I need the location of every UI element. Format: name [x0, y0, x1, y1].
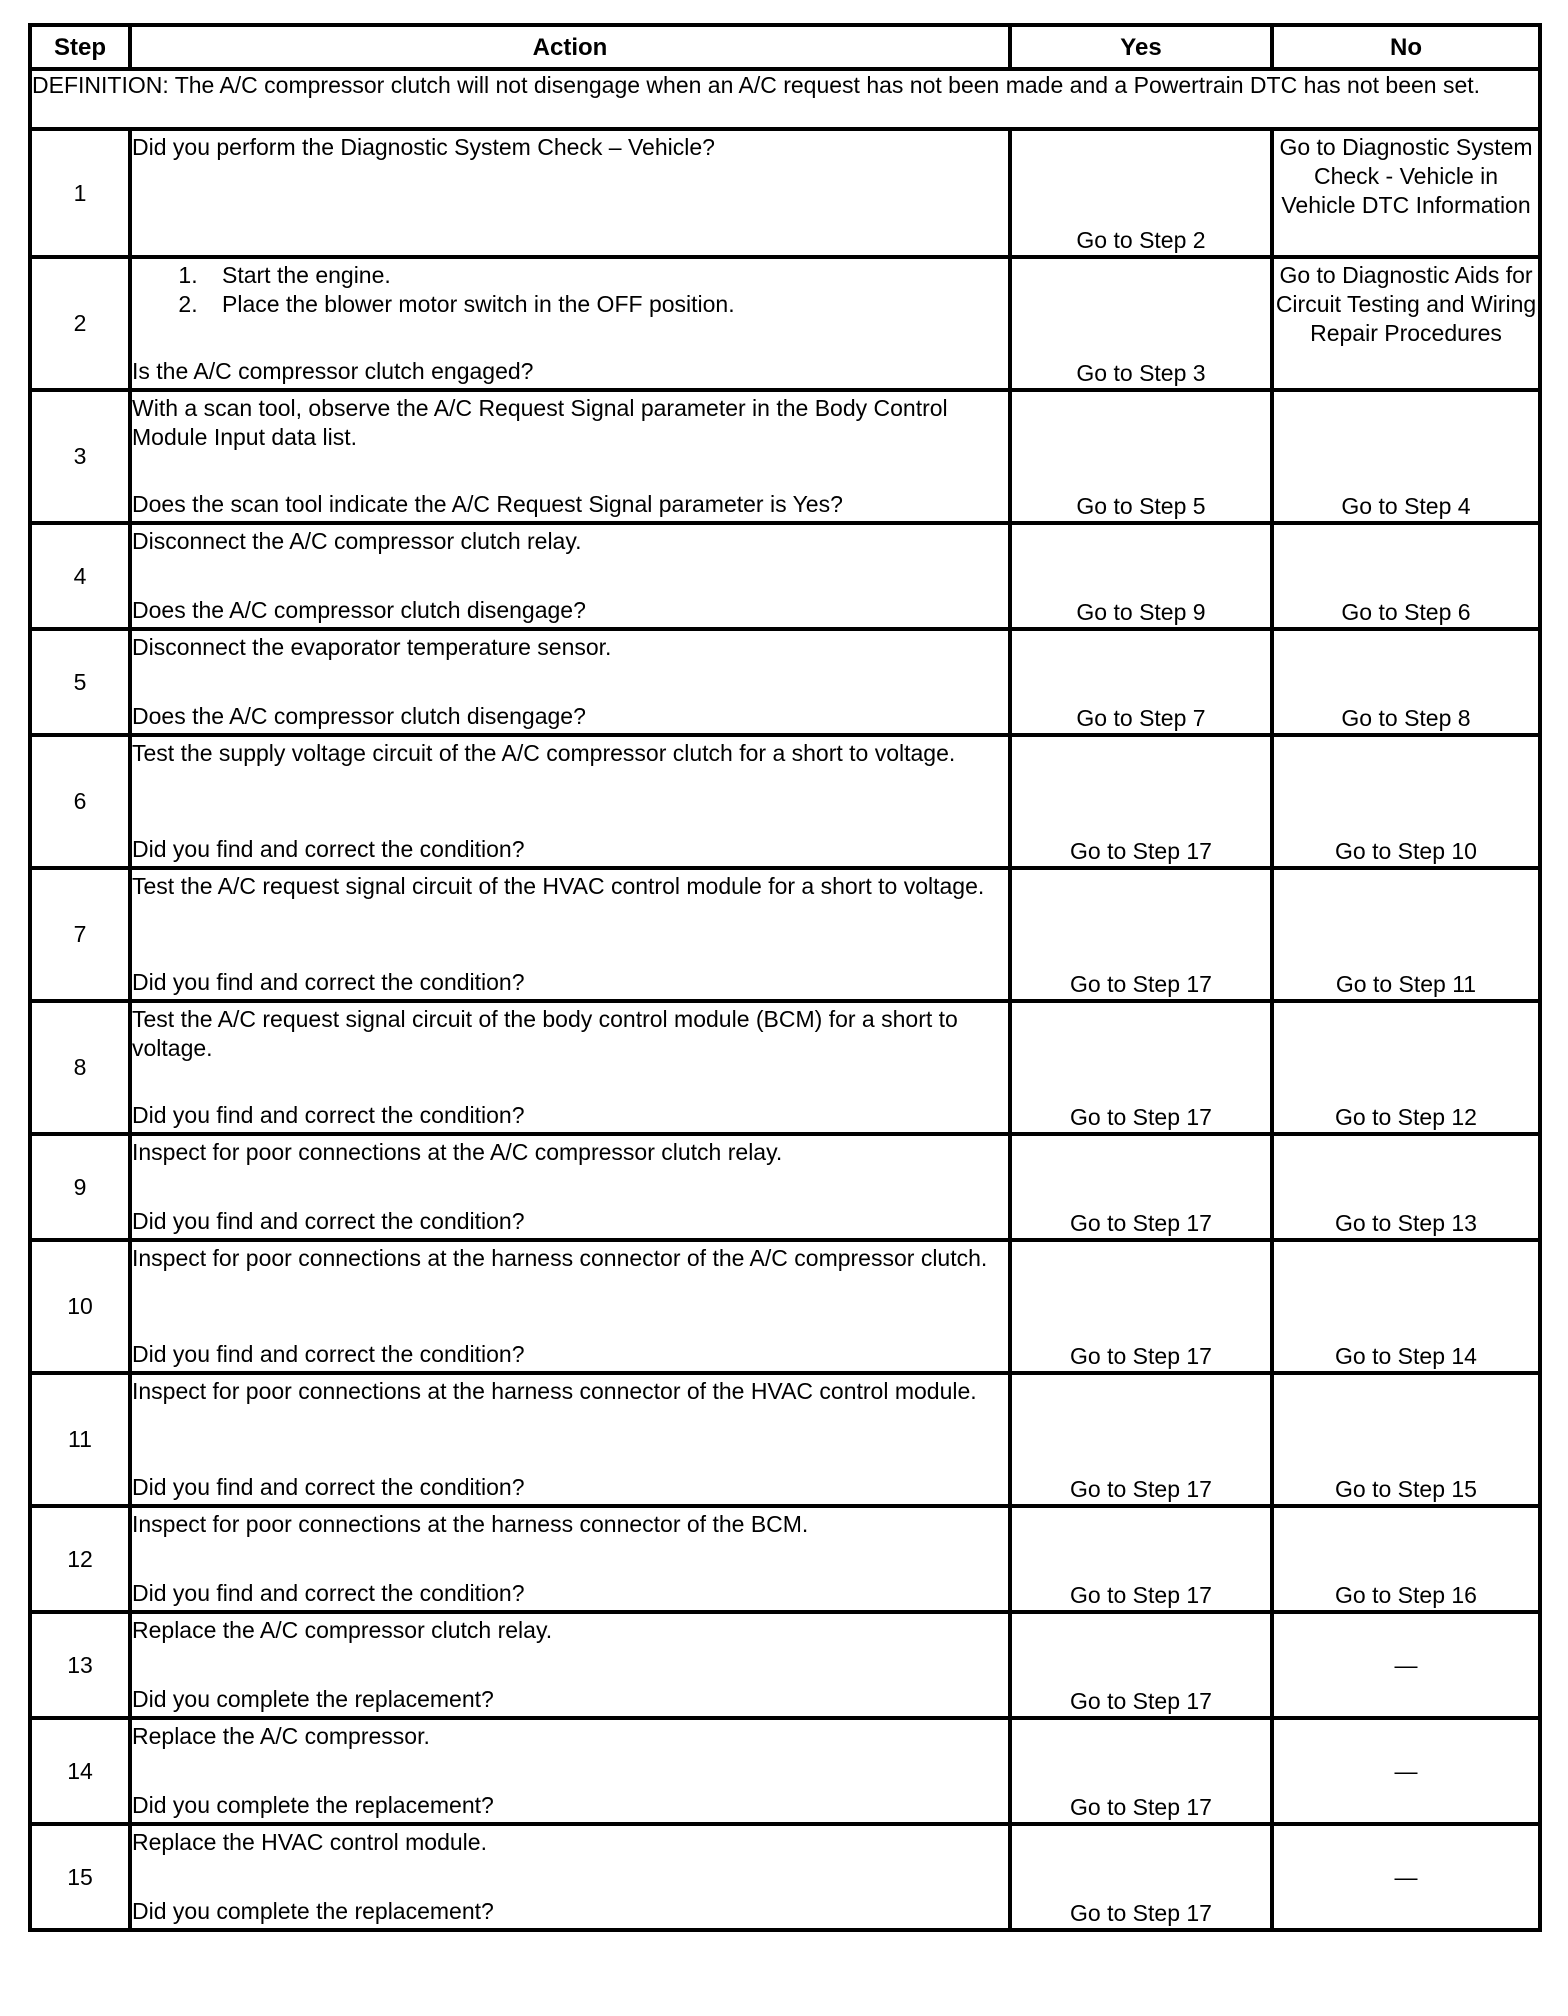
- action-cell: [130, 1373, 1010, 1506]
- action-question: Did you find and correct the condition?: [132, 1208, 525, 1234]
- diagnostic-table: [28, 23, 1542, 1932]
- yes-cell: Go to Step 17: [1010, 1134, 1272, 1240]
- action-question: Did you find and correct the condition?: [132, 969, 525, 995]
- no-cell: Go to Step 10: [1272, 735, 1540, 868]
- header-no: No: [1272, 25, 1540, 69]
- table-row: [30, 1506, 1540, 1612]
- no-cell: Go to Step 14: [1272, 1240, 1540, 1373]
- table-row: [30, 868, 1540, 1001]
- definition-row: [30, 69, 1540, 129]
- action-cell: [130, 1240, 1010, 1373]
- yes-cell: Go to Step 17: [1010, 1001, 1272, 1134]
- action-question: Did you complete the replacement?: [132, 1686, 494, 1712]
- step-number: 9: [30, 1134, 130, 1240]
- table-row: [30, 1373, 1540, 1506]
- definition-text: DEFINITION: The A/C compressor clutch will not disengage when an A/C request has not been made and a Powertrain DTC has not been set.: [30, 69, 1540, 129]
- action-cell: [130, 629, 1010, 735]
- header-yes: Yes: [1010, 25, 1272, 69]
- no-cell: Go to Step 16: [1272, 1506, 1540, 1612]
- action-cell: [130, 523, 1010, 629]
- no-cell: —: [1272, 1824, 1540, 1930]
- action-cell: [130, 257, 1010, 390]
- step-number: 15: [30, 1824, 130, 1930]
- table-row: [30, 735, 1540, 868]
- yes-cell: Go to Step 7: [1010, 629, 1272, 735]
- action-instruction: Inspect for poor connections at the A/C compressor clutch relay.: [132, 1139, 783, 1165]
- action-instruction: Inspect for poor connections at the harness connector of the HVAC control module.: [132, 1378, 977, 1404]
- no-cell: Go to Step 11: [1272, 868, 1540, 1001]
- yes-cell: Go to Step 17: [1010, 1506, 1272, 1612]
- action-cell: [130, 1824, 1010, 1930]
- action-question: Did you find and correct the condition?: [132, 1102, 525, 1128]
- yes-cell: Go to Step 3: [1010, 257, 1272, 390]
- yes-cell: Go to Step 17: [1010, 1824, 1272, 1930]
- yes-cell: Go to Step 17: [1010, 735, 1272, 868]
- no-cell: Go to Step 15: [1272, 1373, 1540, 1506]
- step-number: 13: [30, 1612, 130, 1718]
- action-question: Is the A/C compressor clutch engaged?: [132, 358, 534, 384]
- no-cell: —: [1272, 1612, 1540, 1718]
- list-item: 2. Place the blower motor switch in the OFF position.: [204, 290, 1008, 319]
- no-cell: Go to Step 12: [1272, 1001, 1540, 1134]
- action-cell: [130, 1612, 1010, 1718]
- action-question: Does the A/C compressor clutch disengage?: [132, 597, 586, 623]
- table-row: [30, 1134, 1540, 1240]
- action-question: Did you find and correct the condition?: [132, 1474, 525, 1500]
- table-row: [30, 129, 1540, 257]
- action-question: Does the A/C compressor clutch disengage?: [132, 703, 586, 729]
- action-instruction: Inspect for poor connections at the harness connector of the A/C compressor clutch.: [132, 1245, 988, 1271]
- action-question: Did you find and correct the condition?: [132, 1580, 525, 1606]
- action-cell: [130, 129, 1010, 257]
- action-instruction: Disconnect the A/C compressor clutch relay.: [132, 528, 582, 554]
- action-instruction: Test the A/C request signal circuit of the body control module (BCM) for a short to voltage.: [132, 1006, 958, 1061]
- action-question: Did you perform the Diagnostic System Check – Vehicle?: [132, 134, 715, 160]
- table-row: [30, 1001, 1540, 1134]
- action-cell: [130, 390, 1010, 523]
- action-instruction: With a scan tool, observe the A/C Request Signal parameter in the Body Control Module Input data list.: [132, 395, 948, 450]
- step-number: 4: [30, 523, 130, 629]
- step-number: 1: [30, 129, 130, 257]
- yes-cell: Go to Step 17: [1010, 1240, 1272, 1373]
- table-row: [30, 1240, 1540, 1373]
- action-cell: [130, 868, 1010, 1001]
- table-row: [30, 1824, 1540, 1930]
- no-cell: Go to Step 4: [1272, 390, 1540, 523]
- action-instruction: Test the A/C request signal circuit of the HVAC control module for a short to voltage.: [132, 873, 985, 899]
- table-row: [30, 1718, 1540, 1824]
- no-cell: Go to Diagnostic System Check - Vehicle in Vehicle DTC Information: [1272, 129, 1540, 257]
- no-cell: Go to Step 13: [1272, 1134, 1540, 1240]
- instruction-list: [132, 261, 1008, 319]
- no-cell: Go to Step 8: [1272, 629, 1540, 735]
- action-question: Did you complete the replacement?: [132, 1792, 494, 1818]
- action-question: Does the scan tool indicate the A/C Request Signal parameter is Yes?: [132, 491, 843, 517]
- table-row: [30, 523, 1540, 629]
- step-number: 11: [30, 1373, 130, 1506]
- action-question: Did you find and correct the condition?: [132, 836, 525, 862]
- step-number: 3: [30, 390, 130, 523]
- action-instruction: Disconnect the evaporator temperature sensor.: [132, 634, 612, 660]
- table-row: [30, 390, 1540, 523]
- action-cell: [130, 735, 1010, 868]
- step-number: 12: [30, 1506, 130, 1612]
- yes-cell: Go to Step 17: [1010, 1612, 1272, 1718]
- yes-cell: Go to Step 5: [1010, 390, 1272, 523]
- action-question: Did you find and correct the condition?: [132, 1341, 525, 1367]
- table-row: [30, 1612, 1540, 1718]
- yes-cell: Go to Step 17: [1010, 1718, 1272, 1824]
- header-action: Action: [130, 25, 1010, 69]
- action-cell: [130, 1001, 1010, 1134]
- no-cell: Go to Step 6: [1272, 523, 1540, 629]
- list-item: 1. Start the engine.: [204, 261, 1008, 290]
- table-row: [30, 257, 1540, 390]
- no-cell: Go to Diagnostic Aids for Circuit Testing and Wiring Repair Procedures: [1272, 257, 1540, 390]
- header-row: [30, 25, 1540, 69]
- action-instruction: Replace the A/C compressor clutch relay.: [132, 1617, 553, 1643]
- yes-cell: Go to Step 17: [1010, 868, 1272, 1001]
- step-number: 7: [30, 868, 130, 1001]
- step-number: 8: [30, 1001, 130, 1134]
- action-instruction: Test the supply voltage circuit of the A/C compressor clutch for a short to voltage.: [132, 740, 956, 766]
- step-number: 10: [30, 1240, 130, 1373]
- no-cell: —: [1272, 1718, 1540, 1824]
- yes-cell: Go to Step 2: [1010, 129, 1272, 257]
- action-cell: [130, 1506, 1010, 1612]
- action-instruction: Replace the A/C compressor.: [132, 1723, 430, 1749]
- step-number: 2: [30, 257, 130, 390]
- action-instruction: Inspect for poor connections at the harness connector of the BCM.: [132, 1511, 809, 1537]
- action-question: Did you complete the replacement?: [132, 1898, 494, 1924]
- action-instruction: Replace the HVAC control module.: [132, 1829, 487, 1855]
- table-row: [30, 629, 1540, 735]
- step-number: 5: [30, 629, 130, 735]
- action-cell: [130, 1718, 1010, 1824]
- yes-cell: Go to Step 17: [1010, 1373, 1272, 1506]
- step-number: 14: [30, 1718, 130, 1824]
- action-cell: [130, 1134, 1010, 1240]
- step-number: 6: [30, 735, 130, 868]
- yes-cell: Go to Step 9: [1010, 523, 1272, 629]
- header-step: Step: [30, 25, 130, 69]
